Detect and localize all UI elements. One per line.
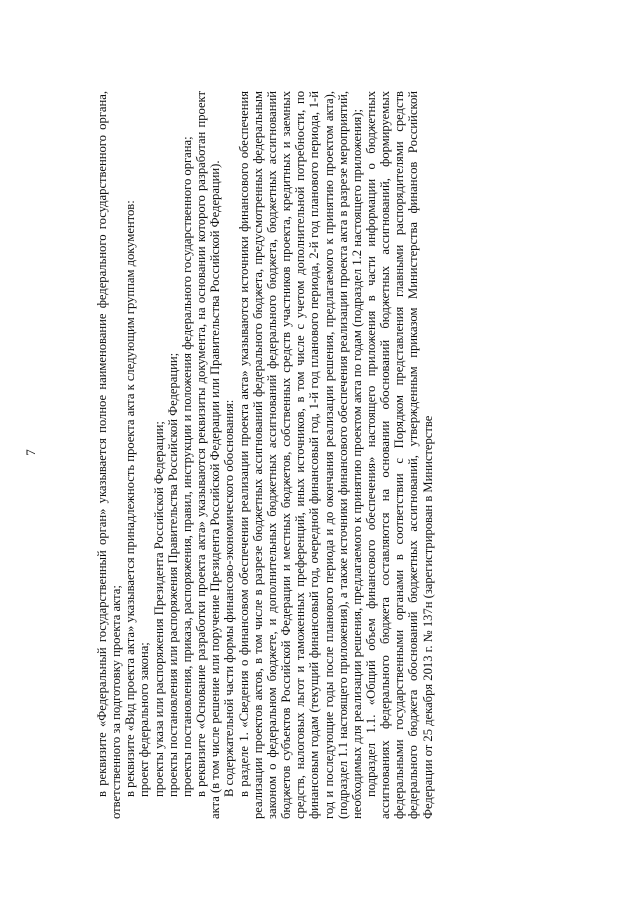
- paragraph-agency-requisite: в реквизите «Федеральный государственный орган» указывается полное наименование федерального государственного органа, ответственного за подготовку проекта акта;: [95, 91, 124, 819]
- page-number: 7: [23, 449, 38, 456]
- paragraph-basis-requisite: в реквизите «Основание разработки проекта акта» указываются реквизиты документа, на основании которого разработан проект акта (в том числе решение или поручение Президента Российской Федерации или Правительства Российской Федерации).: [194, 91, 223, 819]
- document-body: [95, 91, 435, 819]
- list-item-federal-law: проект федерального закона;: [137, 642, 152, 797]
- paragraph-act-type-requisite: в реквизите «Вид проекта акта» указывается принадлежность проекта акта к следующим группам документов:: [123, 200, 138, 797]
- paragraph-section-1: в разделе 1. «Сведения о финансовом обеспечении реализации проекта акта» указываются источники финансового обеспечения реализации проектов актов, в том числе в разрезе бюджетных ассигнований федерального бюджета, предусмотренных федеральным законом о федеральном бюджете, и дополнительных бюджетных ассигнований федерального бюджета, бюджетных ассигнований бюджетов субъектов Российской Федерации и местных бюджетов, собственных средств участников проекта, кредитных и заемных средств, налоговых льгот и таможенных преференций, иных источников, в том числе с учетом дополнительной потребности, по финансовым годам (текущий финансовый год, очередной финансовый год, 1-й год планового периода, 2-й год планового периода, 1-й год и последующие годы после планового периода и до окончания реализации решения, предлагаемого к принятию проектом акта), (подраздел 1.1 настоящего приложения), а также источники финансового обеспечения реализации проекта акта в разрезе мероприятий, необходимых для реализации решения, предлагаемого к принятию проектом акта по годам (подраздел 1.2 настоящего приложения);: [236, 90, 364, 819]
- paragraph-subsection-1-1: подраздел 1.1. «Общий объем финансового обеспечения» настоящего приложения в части информации о бюджетных ассигнованиях федерального бюджета составляются на основании обоснований бюджетных ассигнований, формируемых федеральными государственными органами в соответствии с Порядком представления главными распорядителями средств федерального бюджета обоснований бюджетных ассигнований, утвержденным приказом Министерства финансов Российской Федерации от 25 декабря 2013 г. № 137н (зарегистрирован в Министерстве: [363, 91, 435, 819]
- list-item-government-resolution: проекты постановления или распоряжения Правительства Российской Федерации;: [165, 352, 180, 797]
- paragraph-content-intro: В содержательной части формы финансово-экономического обоснования:: [222, 399, 237, 797]
- list-item-president-decree: проекты указа или распоряжения Президента Российской Федерации;: [151, 421, 166, 797]
- list-item-agency-order: проекты постановления, приказа, распоряжения, правил, инструкции и положения федерального государственного органа;: [179, 136, 194, 797]
